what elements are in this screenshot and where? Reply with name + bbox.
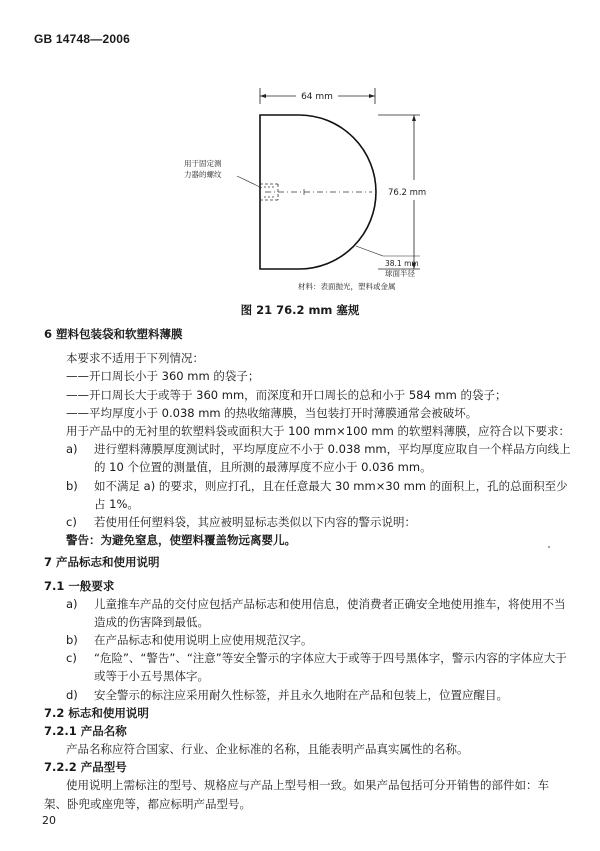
list-marker: d)	[66, 688, 78, 702]
section721-title: 7.2.1 产品名称	[44, 724, 127, 738]
width-dimension-label: 64 mm	[301, 92, 333, 102]
item-b-line2: 占 1%。	[94, 497, 139, 511]
radius-label-line1: 38.1 mm	[385, 259, 419, 268]
item-a-line2: 的 10 个位置的测量值，且所测的最薄厚度不应小于 0.036 mm。	[94, 460, 432, 474]
section6-title: 6 塑料包装袋和软塑料薄膜	[44, 327, 183, 341]
exclusion-item: ——开口周长小于 360 mm 的袋子；	[66, 369, 260, 383]
s71-b-line1: 在产品标志和使用说明上应使用规范汉字。	[94, 633, 313, 647]
section7-title: 7 产品标志和使用说明	[44, 555, 160, 569]
list-marker: b)	[66, 479, 78, 493]
exclusion-item: ——平均厚度小于 0.038 mm 的热收缩薄膜，当包装打开时薄膜通常会被破坏。	[66, 406, 478, 420]
s71-d-line1: 安全警示的标注应采用耐久性标签，并且永久地附在产品和包装上，位置应醒目。	[94, 688, 508, 702]
item-b-line1: 如不满足 a) 的要求，则应打孔，且在任意最大 30 mm×30 mm 的面积上，孔的总面积至少	[94, 479, 568, 493]
item-c-line1: 若使用任何塑料袋，其应被明显标志类似以下内容的警示说明：	[94, 515, 416, 529]
s71-a-line2: 造成的伤害降到最低。	[94, 615, 209, 629]
thread-label-line1: 用于固定测	[184, 159, 222, 168]
list-marker: b)	[66, 633, 78, 647]
exclusion-item: ——开口周长大于或等于 360 mm，而深度和开口周长的总和小于 584 mm 的袋子；	[66, 388, 507, 402]
s71-c-line1: “危险”、“警告”、“注意”等安全警示的字体应大于或等于四号黑体字，警示内容的字体应大于	[94, 651, 567, 665]
s71-a-line1: 儿童推车产品的交付应包括产品标志和使用信息，使消费者正确安全地使用推车，将使用不当	[94, 597, 566, 611]
list-marker: a)	[66, 597, 78, 611]
s71-c-line2: 或等于小五号黑体字。	[94, 669, 209, 683]
list-marker: c)	[66, 651, 77, 665]
material-note: 材料：表面抛光，塑料或金属	[298, 282, 396, 291]
section6-intro: 本要求不适用于下列情况：	[66, 351, 204, 365]
s722-line2: 架、卧兜或座兜等，都应标明产品型号。	[44, 797, 251, 811]
page-number: 20	[42, 814, 56, 827]
height-dimension-label: 76.2 mm	[388, 188, 427, 198]
radius-label-line2: 球面半径	[385, 269, 415, 278]
figure-caption: 图 21 76.2 mm 塞规	[240, 303, 360, 317]
list-marker: c)	[66, 515, 77, 529]
standard-code: GB 14748—2006	[34, 32, 130, 46]
list-marker: a)	[66, 442, 78, 456]
item-a-line1: 进行塑料薄膜厚度测试时，平均厚度应不小于 0.038 mm，平均厚度应取自一个样品方向线上	[94, 442, 571, 456]
usage-statement: 用于产品中的无衬里的软塑料袋或面积大于 100 mm×100 mm 的软塑料薄膜，应符合以下要求：	[66, 424, 570, 438]
section71-title: 7.1 一般要求	[44, 579, 115, 593]
s722-line1: 使用说明上需标注的型号、规格应与产品上型号相一致。如果产品包括可分开销售的部件如：车	[66, 778, 549, 792]
section72-title: 7.2 标志和使用说明	[44, 706, 149, 720]
plug-gauge-figure	[0, 0, 600, 300]
s721-text: 产品名称应符合国家、行业、企业标准的名称，且能表明产品真实属性的名称。	[66, 742, 469, 756]
section722-title: 7.2.2 产品型号	[44, 760, 127, 774]
warning-text: 警告：为避免窒息，使塑料覆盖物远离婴儿。	[66, 533, 296, 547]
thread-label-line2: 力器的螺纹	[184, 170, 222, 179]
